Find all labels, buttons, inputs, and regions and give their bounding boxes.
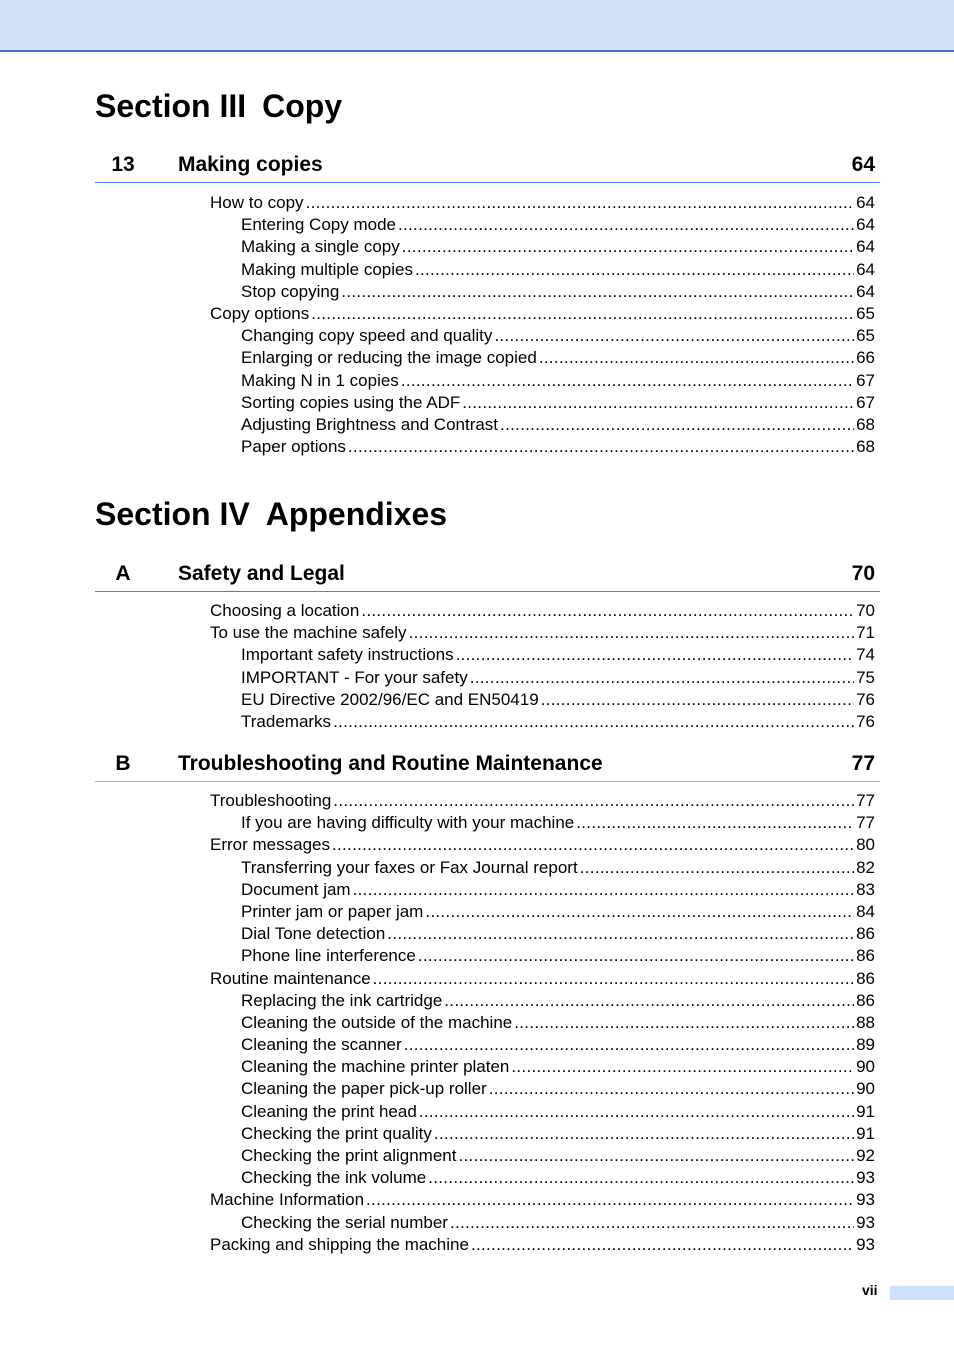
toc-entry-title: If you are having difficulty with your machine (241, 813, 575, 833)
toc-entry-title: Machine Information (210, 1190, 365, 1210)
toc-entry-title: Checking the print alignment (241, 1146, 457, 1165)
toc-entry[interactable] (0, 1056, 954, 1078)
toc-entry[interactable] (0, 790, 954, 812)
toc-entry[interactable] (0, 325, 954, 347)
dot-leader (471, 1234, 854, 1256)
dot-leader (387, 923, 854, 945)
dot-leader (373, 968, 854, 990)
toc-entry-title: Checking the ink volume (241, 1168, 427, 1188)
dot-leader (444, 990, 854, 1012)
toc-entry-title: Changing copy speed and quality (241, 326, 493, 346)
dot-leader (402, 236, 854, 258)
toc-entry[interactable] (0, 711, 954, 733)
chapter-title: Troubleshooting and Routine Maintenance (178, 752, 603, 775)
toc-entry[interactable] (0, 968, 954, 990)
toc-entry-list (0, 790, 954, 1256)
toc-entry-page: 88 (856, 1012, 875, 1032)
dot-leader (348, 436, 854, 458)
toc-entry-page: 80 (856, 835, 875, 855)
toc-entry-title: Copy options (210, 303, 310, 323)
toc-entry[interactable] (0, 414, 954, 436)
toc-entry[interactable] (0, 1123, 954, 1145)
dot-leader (470, 667, 854, 689)
toc-entry[interactable] (0, 1012, 954, 1034)
toc-entry[interactable] (0, 667, 954, 689)
dot-leader (494, 325, 854, 347)
chapter-page: 77 (851, 752, 875, 775)
toc-entry-title: Checking the print quality (241, 1123, 432, 1143)
toc-entry-page: 90 (856, 1057, 875, 1077)
dot-leader (434, 1123, 854, 1145)
toc-entry-title: Printer jam or paper jam (241, 901, 424, 921)
toc-entry-page: 65 (856, 303, 875, 323)
toc-entry-page: 65 (856, 326, 875, 346)
toc-entry-page: 86 (856, 924, 875, 944)
toc-entry-title: Important safety instructions (241, 645, 454, 665)
toc-entry-title: Document jam (241, 879, 351, 899)
page-number: vii (862, 1282, 878, 1298)
toc-entry[interactable] (0, 1212, 954, 1234)
section-heading (95, 86, 342, 126)
toc-entry-title: Transferring your faxes or Fax Journal report (241, 857, 578, 877)
chapter-number: 13 (111, 153, 135, 176)
toc-entry-page: 84 (856, 901, 875, 921)
chapter-heading[interactable] (95, 149, 880, 183)
chapter-title: Making copies (178, 153, 323, 176)
toc-entry-page: 68 (856, 414, 875, 434)
toc-entry-page: 71 (856, 623, 875, 643)
toc-entry-title: IMPORTANT - For your safety (241, 667, 468, 687)
toc-entry-page: 86 (856, 968, 875, 988)
dot-leader (333, 790, 854, 812)
toc-entry[interactable] (0, 689, 954, 711)
dot-leader (404, 1034, 854, 1056)
toc-entry-page: 89 (856, 1035, 875, 1055)
toc-entry[interactable] (0, 644, 954, 666)
dot-leader (489, 1078, 854, 1100)
toc-entry-page: 64 (856, 215, 875, 235)
toc-entry[interactable] (0, 236, 954, 258)
toc-entry-page: 77 (856, 813, 875, 833)
toc-entry[interactable] (0, 990, 954, 1012)
toc-entry[interactable] (0, 901, 954, 923)
toc-entry-title: Entering Copy mode (241, 215, 396, 235)
toc-entry-page: 93 (856, 1190, 875, 1210)
chapter-heading[interactable] (95, 558, 880, 592)
dot-leader (409, 622, 855, 644)
toc-entry-title: Adjusting Brightness and Contrast (241, 414, 499, 434)
toc-entry[interactable] (0, 945, 954, 967)
chapter-page: 70 (851, 562, 875, 585)
toc-entry-title: Making a single copy (241, 237, 400, 257)
toc-entry-page: 66 (856, 348, 875, 368)
toc-entry-page: 67 (856, 370, 875, 390)
toc-entry-page: 91 (856, 1101, 875, 1121)
dot-leader (425, 901, 854, 923)
toc-entry-title: Troubleshooting (210, 791, 332, 810)
toc-entry[interactable] (0, 1167, 954, 1189)
toc-entry[interactable] (0, 1189, 954, 1211)
page-number-tab (890, 1286, 954, 1300)
toc-entry-title: Replacing the ink cartridge (241, 990, 443, 1010)
dot-leader (311, 303, 854, 325)
toc-entry-page: 91 (856, 1123, 875, 1143)
toc-entry[interactable] (0, 347, 954, 369)
toc-entry-title: Checking the serial number (241, 1212, 448, 1232)
toc-entry-page: 86 (856, 946, 875, 966)
dot-leader (456, 644, 854, 666)
toc-entry-title: Error messages (210, 835, 330, 855)
toc-entry-title: Paper options (241, 437, 346, 457)
toc-entry-title: Cleaning the machine printer platen (241, 1057, 510, 1077)
toc-entry-title: Packing and shipping the machine (210, 1234, 469, 1254)
dot-leader (428, 1167, 854, 1189)
toc-entry-title: Making N in 1 copies (241, 370, 399, 390)
toc-entry[interactable] (0, 192, 954, 214)
dot-leader (353, 879, 854, 901)
toc-entry-page: 64 (856, 259, 875, 279)
toc-entry-page: 76 (856, 689, 875, 709)
dot-leader (541, 689, 854, 711)
toc-entry-title: Enlarging or reducing the image copied (241, 348, 537, 368)
toc-entry-page: 70 (856, 601, 875, 620)
toc-entry[interactable] (0, 600, 954, 622)
dot-leader (401, 370, 854, 392)
toc-entry[interactable] (0, 281, 954, 303)
toc-entry[interactable] (0, 214, 954, 236)
toc-entry-title: How to copy (210, 193, 304, 212)
toc-entry[interactable] (0, 879, 954, 901)
toc-entry[interactable] (0, 370, 954, 392)
toc-entry[interactable] (0, 812, 954, 834)
toc-entry-page: 82 (856, 857, 875, 877)
toc-entry-page: 93 (856, 1168, 875, 1188)
section-number: Section III (95, 88, 247, 124)
chapter-number: A (115, 562, 131, 585)
dot-leader (511, 1056, 854, 1078)
toc-entry-title: Cleaning the outside of the machine (241, 1012, 513, 1032)
toc-entry-title: Cleaning the scanner (241, 1035, 402, 1055)
section-number: Section IV (95, 496, 250, 532)
dot-leader (580, 857, 854, 879)
toc-entry-title: Routine maintenance (210, 968, 371, 988)
dot-leader (366, 1189, 854, 1211)
toc-entry-list (0, 192, 954, 458)
toc-entry-page: 76 (856, 711, 875, 731)
toc-entry-page: 67 (856, 392, 875, 412)
dot-leader (458, 1145, 854, 1167)
toc-entry-page: 83 (856, 879, 875, 899)
chapter-number: B (115, 752, 131, 775)
toc-entry[interactable] (0, 1078, 954, 1100)
section-name: Appendixes (265, 496, 448, 532)
toc-entry[interactable] (0, 436, 954, 458)
toc-entry-page: 92 (856, 1146, 875, 1165)
toc-entry-title: Cleaning the paper pick-up roller (241, 1079, 487, 1099)
toc-entry-page: 86 (856, 990, 875, 1010)
dot-leader (539, 347, 854, 369)
dot-leader (361, 600, 854, 622)
dot-leader (419, 1101, 854, 1123)
dot-leader (500, 414, 854, 436)
toc-entry-page: 64 (856, 237, 875, 257)
toc-entry-page: 93 (856, 1212, 875, 1232)
dot-leader (332, 834, 854, 856)
toc-entry-page: 77 (856, 791, 875, 810)
toc-entry-page: 90 (856, 1079, 875, 1099)
chapter-title: Safety and Legal (178, 562, 345, 585)
toc-entry-title: Dial Tone detection (241, 924, 386, 944)
toc-entry-title: To use the machine safely (210, 623, 407, 643)
toc-entry-page: 75 (856, 667, 875, 687)
toc-entry-list (0, 600, 954, 733)
dot-leader (306, 192, 855, 214)
toc-entry[interactable] (0, 923, 954, 945)
toc-entry[interactable] (0, 392, 954, 414)
dot-leader (514, 1012, 854, 1034)
dot-leader (450, 1212, 854, 1234)
toc-entry-title: Making multiple copies (241, 259, 413, 279)
toc-entry-page: 93 (856, 1234, 875, 1254)
dot-leader (333, 711, 854, 733)
toc-entry[interactable] (0, 1234, 954, 1256)
chapter-page: 64 (851, 153, 875, 176)
toc-entry-page: 74 (856, 645, 875, 665)
section-heading (95, 494, 447, 534)
toc-entry[interactable] (0, 622, 954, 644)
dot-leader (418, 945, 854, 967)
page-header-band (0, 0, 954, 52)
toc-entry-title: Choosing a location (210, 601, 360, 620)
toc-entry-page: 68 (856, 437, 875, 457)
toc-entry[interactable] (0, 303, 954, 325)
toc-entry[interactable] (0, 1101, 954, 1123)
toc-entry-page: 64 (856, 281, 875, 301)
toc-entry[interactable] (0, 857, 954, 879)
section-name: Copy (262, 88, 343, 124)
toc-entry[interactable] (0, 1145, 954, 1167)
dot-leader (415, 259, 854, 281)
chapter-heading[interactable] (95, 748, 880, 782)
toc-entry[interactable] (0, 1034, 954, 1056)
toc-entry-title: EU Directive 2002/96/EC and EN50419 (241, 689, 539, 709)
toc-entry-title: Stop copying (241, 281, 340, 301)
toc-entry-page: 64 (856, 193, 875, 212)
toc-entry-title: Cleaning the print head (241, 1101, 417, 1121)
toc-entry-title: Trademarks (241, 711, 332, 731)
dot-leader (341, 281, 854, 303)
toc-entry-title: Sorting copies using the ADF (241, 392, 461, 412)
dot-leader (462, 392, 854, 414)
dot-leader (398, 214, 854, 236)
toc-entry[interactable] (0, 834, 954, 856)
dot-leader (576, 812, 854, 834)
toc-entry-title: Phone line interference (241, 946, 416, 966)
toc-entry[interactable] (0, 259, 954, 281)
